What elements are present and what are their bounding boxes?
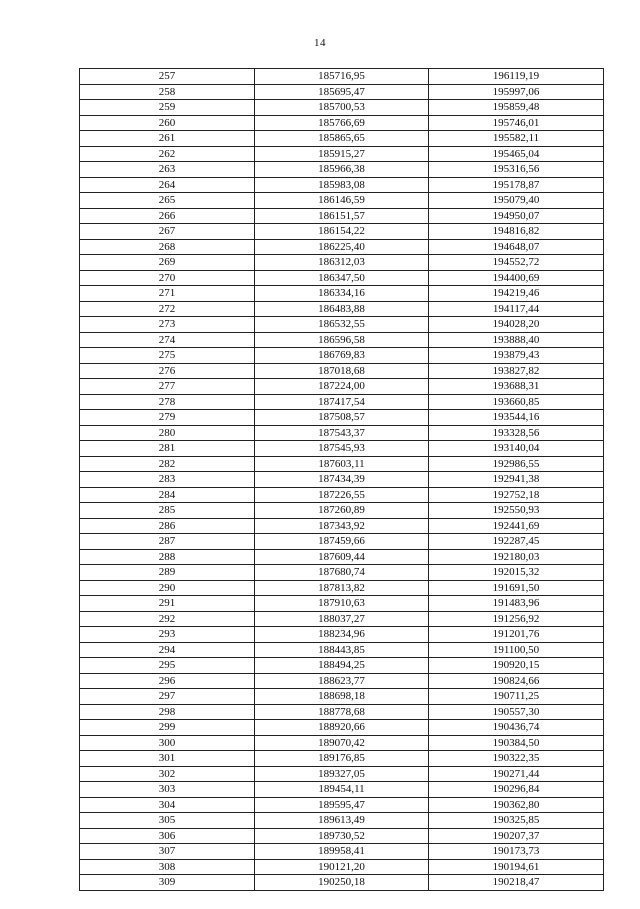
table-row <box>80 224 604 240</box>
point-number-cell: 275 <box>80 348 255 364</box>
y-coordinate-cell: 191691,50 <box>429 580 604 596</box>
x-coordinate-cell: 187018,68 <box>255 363 429 379</box>
table-row <box>80 720 604 736</box>
table-row <box>80 704 604 720</box>
table-row <box>80 503 604 519</box>
point-number-cell: 292 <box>80 611 255 627</box>
x-coordinate-cell: 186334,16 <box>255 286 429 302</box>
x-coordinate-cell: 188234,96 <box>255 627 429 643</box>
x-coordinate-cell: 186532,55 <box>255 317 429 333</box>
x-coordinate-cell: 186596,58 <box>255 332 429 348</box>
y-coordinate-cell: 194400,69 <box>429 270 604 286</box>
y-coordinate-cell: 195178,87 <box>429 177 604 193</box>
table-row <box>80 596 604 612</box>
point-number-cell: 286 <box>80 518 255 534</box>
point-number-cell: 265 <box>80 193 255 209</box>
table-row <box>80 348 604 364</box>
table-row <box>80 782 604 798</box>
y-coordinate-cell: 190296,84 <box>429 782 604 798</box>
x-coordinate-cell: 189595,47 <box>255 797 429 813</box>
y-coordinate-cell: 192015,32 <box>429 565 604 581</box>
x-coordinate-cell: 185915,27 <box>255 146 429 162</box>
table-row <box>80 379 604 395</box>
x-coordinate-cell: 189327,05 <box>255 766 429 782</box>
y-coordinate-cell: 194950,07 <box>429 208 604 224</box>
x-coordinate-cell: 187910,63 <box>255 596 429 612</box>
table-row <box>80 797 604 813</box>
table-row <box>80 363 604 379</box>
y-coordinate-cell: 195859,48 <box>429 100 604 116</box>
x-coordinate-cell: 187609,44 <box>255 549 429 565</box>
y-coordinate-cell: 195079,40 <box>429 193 604 209</box>
y-coordinate-cell: 195316,56 <box>429 162 604 178</box>
x-coordinate-cell: 186312,03 <box>255 255 429 271</box>
y-coordinate-cell: 191483,96 <box>429 596 604 612</box>
x-coordinate-cell: 185695,47 <box>255 84 429 100</box>
table-row <box>80 425 604 441</box>
point-number-cell: 264 <box>80 177 255 193</box>
point-number-cell: 306 <box>80 828 255 844</box>
table-row <box>80 239 604 255</box>
y-coordinate-cell: 195746,01 <box>429 115 604 131</box>
x-coordinate-cell: 189070,42 <box>255 735 429 751</box>
x-coordinate-cell: 190121,20 <box>255 859 429 875</box>
y-coordinate-cell: 190325,85 <box>429 813 604 829</box>
point-number-cell: 298 <box>80 704 255 720</box>
point-number-cell: 309 <box>80 875 255 891</box>
y-coordinate-cell: 195465,04 <box>429 146 604 162</box>
coordinates-table-body <box>80 69 604 891</box>
table-row <box>80 658 604 674</box>
y-coordinate-cell: 194816,82 <box>429 224 604 240</box>
x-coordinate-cell: 188778,68 <box>255 704 429 720</box>
point-number-cell: 271 <box>80 286 255 302</box>
x-coordinate-cell: 187224,00 <box>255 379 429 395</box>
x-coordinate-cell: 185983,08 <box>255 177 429 193</box>
y-coordinate-cell: 193140,04 <box>429 441 604 457</box>
point-number-cell: 276 <box>80 363 255 379</box>
table-row <box>80 410 604 426</box>
point-number-cell: 261 <box>80 131 255 147</box>
table-row <box>80 487 604 503</box>
y-coordinate-cell: 190824,66 <box>429 673 604 689</box>
x-coordinate-cell: 186146,59 <box>255 193 429 209</box>
table-row <box>80 270 604 286</box>
x-coordinate-cell: 188443,85 <box>255 642 429 658</box>
y-coordinate-cell: 192441,69 <box>429 518 604 534</box>
y-coordinate-cell: 190271,44 <box>429 766 604 782</box>
table-row <box>80 146 604 162</box>
x-coordinate-cell: 189730,52 <box>255 828 429 844</box>
point-number-cell: 269 <box>80 255 255 271</box>
y-coordinate-cell: 195582,11 <box>429 131 604 147</box>
y-coordinate-cell: 192550,93 <box>429 503 604 519</box>
table-row <box>80 518 604 534</box>
x-coordinate-cell: 189454,11 <box>255 782 429 798</box>
point-number-cell: 294 <box>80 642 255 658</box>
table-row <box>80 286 604 302</box>
point-number-cell: 283 <box>80 472 255 488</box>
point-number-cell: 303 <box>80 782 255 798</box>
table-row <box>80 301 604 317</box>
y-coordinate-cell: 192986,55 <box>429 456 604 472</box>
point-number-cell: 297 <box>80 689 255 705</box>
coordinates-table <box>79 68 604 891</box>
table-row <box>80 100 604 116</box>
table-row <box>80 844 604 860</box>
point-number-cell: 304 <box>80 797 255 813</box>
table-row <box>80 255 604 271</box>
x-coordinate-cell: 187260,89 <box>255 503 429 519</box>
y-coordinate-cell: 190920,15 <box>429 658 604 674</box>
point-number-cell: 272 <box>80 301 255 317</box>
y-coordinate-cell: 190322,35 <box>429 751 604 767</box>
table-row <box>80 565 604 581</box>
point-number-cell: 291 <box>80 596 255 612</box>
point-number-cell: 288 <box>80 549 255 565</box>
y-coordinate-cell: 192287,45 <box>429 534 604 550</box>
x-coordinate-cell: 186347,50 <box>255 270 429 286</box>
point-number-cell: 305 <box>80 813 255 829</box>
page-number: 14 <box>314 37 326 49</box>
y-coordinate-cell: 194219,46 <box>429 286 604 302</box>
y-coordinate-cell: 194028,20 <box>429 317 604 333</box>
x-coordinate-cell: 187508,57 <box>255 410 429 426</box>
x-coordinate-cell: 188494,25 <box>255 658 429 674</box>
table-row <box>80 689 604 705</box>
x-coordinate-cell: 188920,66 <box>255 720 429 736</box>
table-row <box>80 875 604 891</box>
point-number-cell: 260 <box>80 115 255 131</box>
y-coordinate-cell: 195997,06 <box>429 84 604 100</box>
x-coordinate-cell: 187343,92 <box>255 518 429 534</box>
x-coordinate-cell: 189958,41 <box>255 844 429 860</box>
table-row <box>80 549 604 565</box>
y-coordinate-cell: 192752,18 <box>429 487 604 503</box>
x-coordinate-cell: 187813,82 <box>255 580 429 596</box>
table-row <box>80 177 604 193</box>
table-row <box>80 751 604 767</box>
point-number-cell: 284 <box>80 487 255 503</box>
table-row <box>80 193 604 209</box>
x-coordinate-cell: 186225,40 <box>255 239 429 255</box>
table-row <box>80 813 604 829</box>
x-coordinate-cell: 187226,55 <box>255 487 429 503</box>
table-row <box>80 394 604 410</box>
x-coordinate-cell: 188037,27 <box>255 611 429 627</box>
x-coordinate-cell: 185766,69 <box>255 115 429 131</box>
y-coordinate-cell: 193879,43 <box>429 348 604 364</box>
y-coordinate-cell: 194117,44 <box>429 301 604 317</box>
point-number-cell: 273 <box>80 317 255 333</box>
point-number-cell: 274 <box>80 332 255 348</box>
y-coordinate-cell: 190362,80 <box>429 797 604 813</box>
x-coordinate-cell: 185700,53 <box>255 100 429 116</box>
y-coordinate-cell: 192180,03 <box>429 549 604 565</box>
y-coordinate-cell: 193888,40 <box>429 332 604 348</box>
y-coordinate-cell: 194648,07 <box>429 239 604 255</box>
y-coordinate-cell: 193660,85 <box>429 394 604 410</box>
point-number-cell: 302 <box>80 766 255 782</box>
point-number-cell: 268 <box>80 239 255 255</box>
point-number-cell: 295 <box>80 658 255 674</box>
x-coordinate-cell: 187417,54 <box>255 394 429 410</box>
x-coordinate-cell: 185865,65 <box>255 131 429 147</box>
table-row <box>80 84 604 100</box>
point-number-cell: 293 <box>80 627 255 643</box>
y-coordinate-cell: 190436,74 <box>429 720 604 736</box>
table-row <box>80 859 604 875</box>
point-number-cell: 300 <box>80 735 255 751</box>
x-coordinate-cell: 190250,18 <box>255 875 429 891</box>
point-number-cell: 301 <box>80 751 255 767</box>
table-row <box>80 472 604 488</box>
table-row <box>80 673 604 689</box>
point-number-cell: 277 <box>80 379 255 395</box>
point-number-cell: 289 <box>80 565 255 581</box>
x-coordinate-cell: 188698,18 <box>255 689 429 705</box>
table-row <box>80 611 604 627</box>
y-coordinate-cell: 193544,16 <box>429 410 604 426</box>
point-number-cell: 308 <box>80 859 255 875</box>
table-row <box>80 208 604 224</box>
y-coordinate-cell: 190194,61 <box>429 859 604 875</box>
table-row <box>80 456 604 472</box>
x-coordinate-cell: 186154,22 <box>255 224 429 240</box>
x-coordinate-cell: 186151,57 <box>255 208 429 224</box>
point-number-cell: 282 <box>80 456 255 472</box>
x-coordinate-cell: 187543,37 <box>255 425 429 441</box>
y-coordinate-cell: 190173,73 <box>429 844 604 860</box>
x-coordinate-cell: 186483,88 <box>255 301 429 317</box>
y-coordinate-cell: 190384,50 <box>429 735 604 751</box>
table-row <box>80 627 604 643</box>
y-coordinate-cell: 190218,47 <box>429 875 604 891</box>
table-row <box>80 534 604 550</box>
x-coordinate-cell: 187434,39 <box>255 472 429 488</box>
table-row <box>80 317 604 333</box>
x-coordinate-cell: 185716,95 <box>255 69 429 85</box>
x-coordinate-cell: 189176,85 <box>255 751 429 767</box>
y-coordinate-cell: 193688,31 <box>429 379 604 395</box>
point-number-cell: 263 <box>80 162 255 178</box>
point-number-cell: 285 <box>80 503 255 519</box>
table-row <box>80 735 604 751</box>
y-coordinate-cell: 191201,76 <box>429 627 604 643</box>
point-number-cell: 299 <box>80 720 255 736</box>
y-coordinate-cell: 194552,72 <box>429 255 604 271</box>
y-coordinate-cell: 190207,37 <box>429 828 604 844</box>
x-coordinate-cell: 187603,11 <box>255 456 429 472</box>
point-number-cell: 258 <box>80 84 255 100</box>
y-coordinate-cell: 193328,56 <box>429 425 604 441</box>
x-coordinate-cell: 188623,77 <box>255 673 429 689</box>
point-number-cell: 290 <box>80 580 255 596</box>
table-row <box>80 828 604 844</box>
point-number-cell: 257 <box>80 69 255 85</box>
point-number-cell: 281 <box>80 441 255 457</box>
y-coordinate-cell: 190557,30 <box>429 704 604 720</box>
point-number-cell: 267 <box>80 224 255 240</box>
point-number-cell: 296 <box>80 673 255 689</box>
point-number-cell: 262 <box>80 146 255 162</box>
table-row <box>80 115 604 131</box>
y-coordinate-cell: 196119,19 <box>429 69 604 85</box>
x-coordinate-cell: 186769,83 <box>255 348 429 364</box>
y-coordinate-cell: 193827,82 <box>429 363 604 379</box>
y-coordinate-cell: 191100,50 <box>429 642 604 658</box>
table-row <box>80 162 604 178</box>
table-row <box>80 441 604 457</box>
point-number-cell: 307 <box>80 844 255 860</box>
table-row <box>80 766 604 782</box>
table-row <box>80 332 604 348</box>
point-number-cell: 280 <box>80 425 255 441</box>
table-row <box>80 642 604 658</box>
point-number-cell: 279 <box>80 410 255 426</box>
point-number-cell: 278 <box>80 394 255 410</box>
point-number-cell: 259 <box>80 100 255 116</box>
x-coordinate-cell: 185966,38 <box>255 162 429 178</box>
y-coordinate-cell: 191256,92 <box>429 611 604 627</box>
point-number-cell: 270 <box>80 270 255 286</box>
point-number-cell: 266 <box>80 208 255 224</box>
point-number-cell: 287 <box>80 534 255 550</box>
table-row <box>80 131 604 147</box>
x-coordinate-cell: 187459,66 <box>255 534 429 550</box>
table-row <box>80 580 604 596</box>
y-coordinate-cell: 190711,25 <box>429 689 604 705</box>
x-coordinate-cell: 187680,74 <box>255 565 429 581</box>
y-coordinate-cell: 192941,38 <box>429 472 604 488</box>
table-row <box>80 69 604 85</box>
x-coordinate-cell: 187545,93 <box>255 441 429 457</box>
x-coordinate-cell: 189613,49 <box>255 813 429 829</box>
